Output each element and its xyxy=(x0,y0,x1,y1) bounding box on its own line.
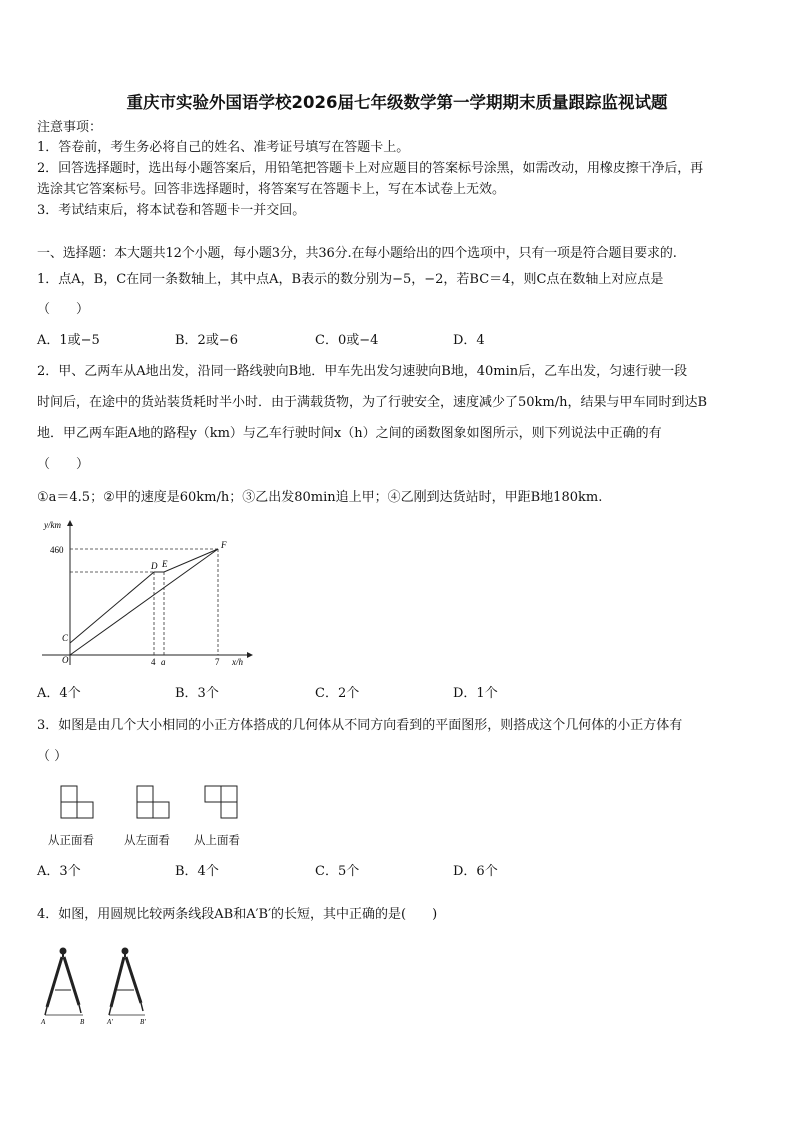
q1-option-b: B．2或−6 xyxy=(175,333,238,348)
q4-compass-figure xyxy=(35,945,165,1027)
q2-function-graph xyxy=(30,515,260,675)
q2-statements: ①a＝4.5；②甲的速度是60km/h；③乙出发80min追上甲；④乙刚到达货站时，甲距B地180km. xyxy=(37,490,603,505)
view-label-left: 从左面看 xyxy=(124,833,170,847)
q3-option-d: D．6个 xyxy=(453,864,498,879)
q2-stem: 时间后，在途中的货站装货耗时半小时．由于满载货物，为了行驶安全，速度减少了50km/h，结果与甲车同时到达B xyxy=(37,395,708,410)
q1-option-c: C．0或−4 xyxy=(315,333,379,348)
point-d-label: D xyxy=(151,561,158,571)
q3-option-b: B．4个 xyxy=(175,864,219,879)
y-axis-label: y/km xyxy=(44,520,61,530)
x-tick-a: a xyxy=(161,657,166,667)
notice-item: 1．答卷前，考生务必将自己的姓名、准考证号填写在答题卡上。 xyxy=(37,140,410,155)
q1-paren: （ ） xyxy=(37,302,90,317)
q3-three-views xyxy=(55,782,255,822)
label-a: A xyxy=(41,1018,46,1026)
x-tick-7: 7 xyxy=(215,657,220,667)
notice-item: 3．考试结束后，将本试卷和答题卡一并交回。 xyxy=(37,203,306,218)
q3-option-a: A．3个 xyxy=(37,864,81,879)
q2-option-d: D．1个 xyxy=(453,686,498,701)
q1-stem: 1．点A，B，C在同一条数轴上，其中点A，B表示的数分别为−5，−2，若BC＝4，则C点在数轴上对应点是 xyxy=(37,272,664,287)
compass-left xyxy=(45,948,83,1015)
q2-option-c: C．2个 xyxy=(315,686,360,701)
label-b: B xyxy=(80,1018,85,1026)
x-axis-label: x/h xyxy=(232,657,243,667)
notice-item: 2．回答选择题时，选出每小题答案后，用铅笔把答题卡上对应题目的答案标号涂黑，如需改动，用橡皮擦干净后，再 xyxy=(37,161,704,176)
q3-stem: 3．如图是由几个大小相同的小正方体搭成的几何体从不同方向看到的平面图形，则搭成这个几何体的小正方体有 xyxy=(37,718,683,733)
view-label-front: 从正面看 xyxy=(48,833,94,847)
q2-option-b: B．3个 xyxy=(175,686,219,701)
notice-heading: 注意事项： xyxy=(37,120,103,135)
q3-option-c: C．5个 xyxy=(315,864,360,879)
y-tick-460: 460 xyxy=(50,545,64,555)
notice-item: 选涂其它答案标号。回答非选择题时，将答案写在答题卡上，写在本试卷上无效。 xyxy=(37,182,506,197)
view-label-top: 从上面看 xyxy=(194,833,240,847)
origin-label: O xyxy=(62,655,69,665)
q1-option-a: A．1或−5 xyxy=(37,333,100,348)
label-a-prime: A′ xyxy=(107,1018,113,1026)
q3-paren: （ ） xyxy=(37,749,68,764)
line-yi xyxy=(70,549,218,643)
q2-stem: 2．甲、乙两车从A地出发，沿同一路线驶向B地．甲车先出发匀速驶向B地，40min后，乙车出发，匀速行驶一段 xyxy=(37,364,688,379)
line-jia xyxy=(70,549,218,655)
q2-option-a: A．4个 xyxy=(37,686,81,701)
q4-stem: 4．如图，用圆规比较两条线段AB和A′B′的长短，其中正确的是( ) xyxy=(37,907,438,922)
point-c-label: C xyxy=(62,633,69,643)
top-view xyxy=(205,786,237,818)
point-e-label: E xyxy=(162,559,168,569)
left-view xyxy=(137,786,169,818)
compass-right xyxy=(109,948,145,1015)
front-view xyxy=(61,786,93,818)
q1-option-d: D．4 xyxy=(453,333,485,348)
label-b-prime: B′ xyxy=(140,1018,146,1026)
point-f-label: F xyxy=(221,540,227,550)
x-tick-4: 4 xyxy=(151,657,156,667)
page-title: 重庆市实验外国语学校2026届七年级数学第一学期期末质量跟踪监视试题 xyxy=(126,93,668,112)
section-heading: 一、选择题：本大题共12个小题，每小题3分，共36分.在每小题给出的四个选项中，只有一项是符合题目要求的. xyxy=(37,246,677,261)
q2-paren: （ ） xyxy=(37,457,90,472)
q2-stem: 地．甲乙两车距A地的路程y（km）与乙车行驶时间x（h）之间的函数图象如图所示，则下列说法中正确的有 xyxy=(37,426,662,441)
